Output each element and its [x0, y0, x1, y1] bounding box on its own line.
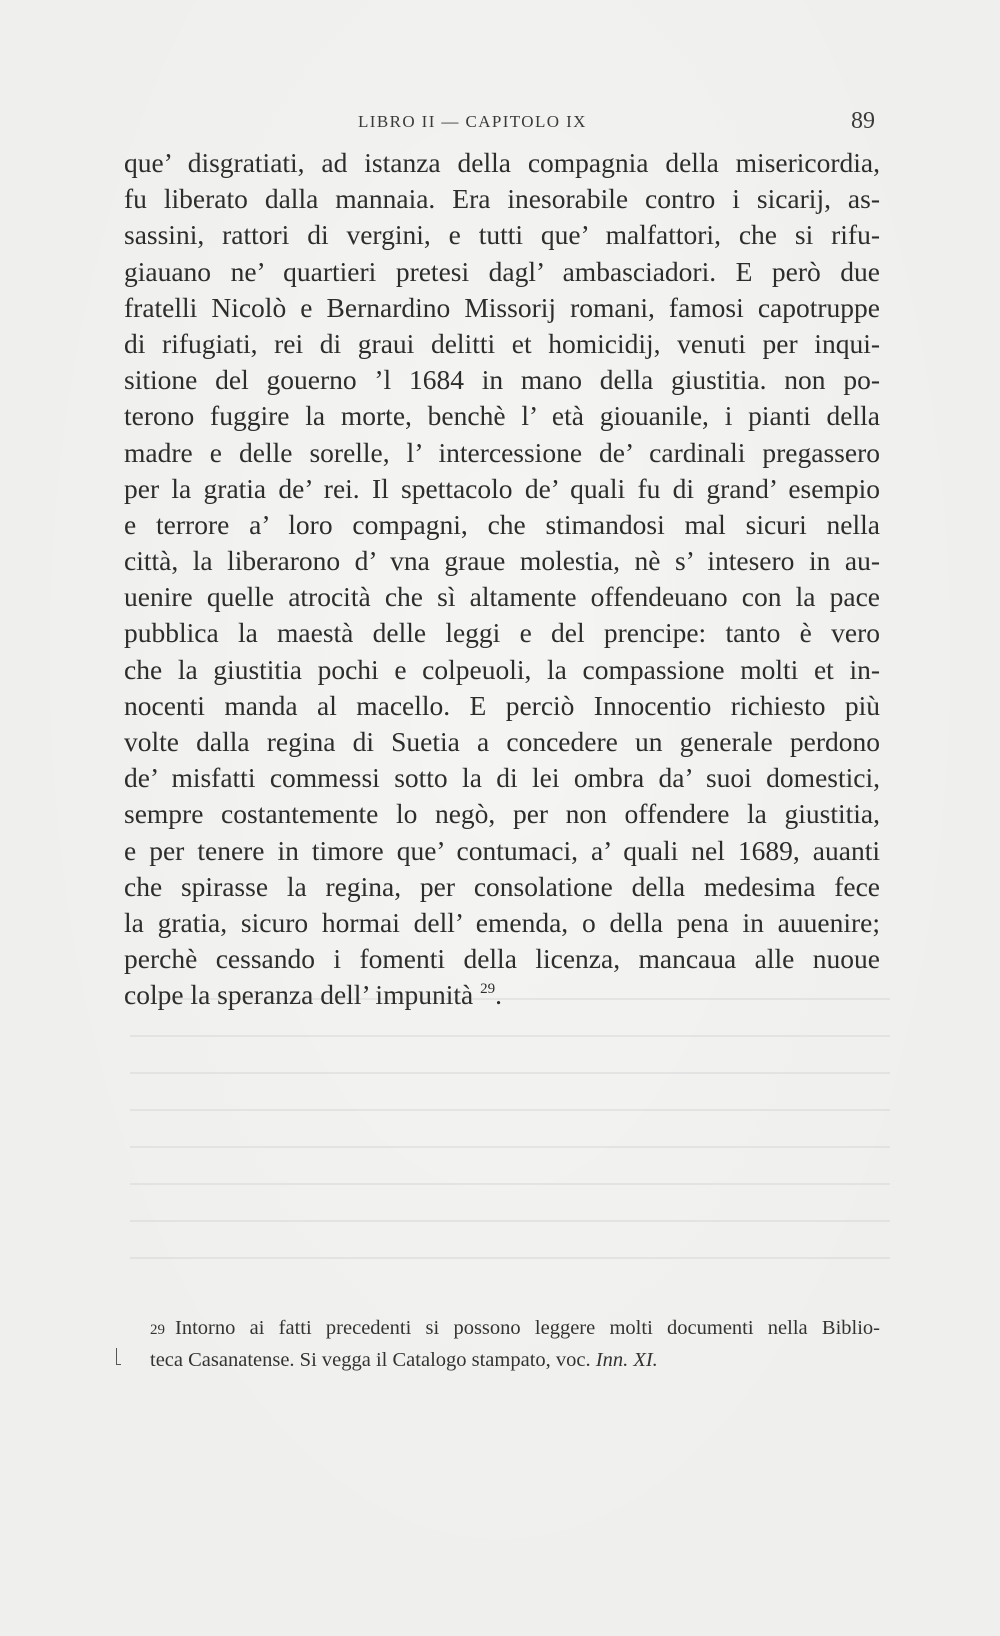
- text-line: fu liberato dalla mannaia. Era inesorabile contro i sicarij, as-: [124, 183, 880, 215]
- text-line: de’ misfatti commessi sotto la di lei ombra da’ suoi domestici,: [124, 762, 880, 794]
- footnote-line-2: [150, 1344, 880, 1376]
- footnote-text-2: teca Casanatense. Si vegga il Catalogo stampato, voc.: [150, 1349, 591, 1371]
- text-line: volte dalla regina di Suetia a concedere un generale perdono: [124, 726, 880, 757]
- footnote-reference[interactable]: 29: [480, 981, 496, 998]
- text-line: madre e delle sorelle, l’ intercessione de’ cardinali pregassero: [124, 436, 880, 468]
- text-line: nocenti manda al macello. E perciò Innocentio richiesto più: [124, 689, 880, 721]
- text-line: di rifugiati, rei di graui delitti et homicidij, venuti per inqui-: [124, 327, 880, 359]
- footnote: [150, 1312, 880, 1376]
- text-line: la gratia, sicuro hormai dell’ emenda, o della pena in auuenire;: [124, 906, 880, 938]
- text-line: fratelli Nicolò e Bernardino Missorij romani, famosi capotruppe: [124, 291, 880, 323]
- footnote-number: 29: [150, 1322, 165, 1338]
- main-text: [124, 145, 880, 1014]
- footnote-italic-ref: Inn. XI.: [595, 1349, 658, 1371]
- text-line: perchè cessando i fomenti della licenza, mancaua alle nuoue: [124, 943, 880, 975]
- margin-mark: [116, 1348, 121, 1365]
- text-line: città, la liberarono d’ vna graue molestia, nè s’ intesero in au-: [124, 545, 880, 577]
- text-line: uenire quelle atrocità che sì altamente offendeuano con la pace: [124, 581, 880, 613]
- text-line: che la giustitia pochi e colpeuoli, la compassione molti et in-: [124, 653, 880, 685]
- text-line: sitione del gouerno ’l 1684 in mano della giustitia. non po-: [124, 364, 880, 396]
- text-line-last: [124, 977, 880, 1013]
- text-line: terono fuggire la morte, benchè l’ età giouanile, i pianti della: [124, 400, 880, 432]
- text-line: e per tenere in timore que’ contumaci, a’ quali nel 1689, auanti: [124, 834, 880, 866]
- last-line-end: .: [495, 979, 502, 1011]
- text-line: pubblica la maestà delle leggi e del prencipe: tanto è vero: [124, 617, 880, 649]
- text-line: sempre costantemente lo negò, per non offendere la giustitia,: [124, 798, 880, 830]
- text-line: giauano ne’ quartieri pretesi dagl’ ambasciadori. E però due: [124, 255, 880, 287]
- text-line: que’ disgratiati, ad istanza della compagnia della misericordia,: [124, 147, 880, 178]
- footnote-text-1: Intorno ai fatti precedenti si possono leggere molti documenti nella Biblio-: [175, 1317, 880, 1339]
- text-line: che spirasse la regina, per consolatione della medesima fece: [124, 870, 880, 902]
- text-line: per la gratia de’ rei. Il spettacolo de’ quali fu di grand’ esempio: [124, 472, 880, 504]
- text-line: sassini, rattori di vergini, e tutti que’ malfattori, che si rifu-: [124, 219, 880, 251]
- text-line: e terrore a’ loro compagni, che stimandosi mal sicuri nella: [124, 508, 880, 540]
- footnote-line-1: [150, 1312, 880, 1344]
- page-number: 89: [851, 108, 875, 134]
- page-header: [0, 108, 1000, 138]
- last-line-text: colpe la speranza dell’ impunità: [124, 979, 474, 1011]
- running-head: LIBRO II — CAPITOLO IX: [358, 112, 587, 131]
